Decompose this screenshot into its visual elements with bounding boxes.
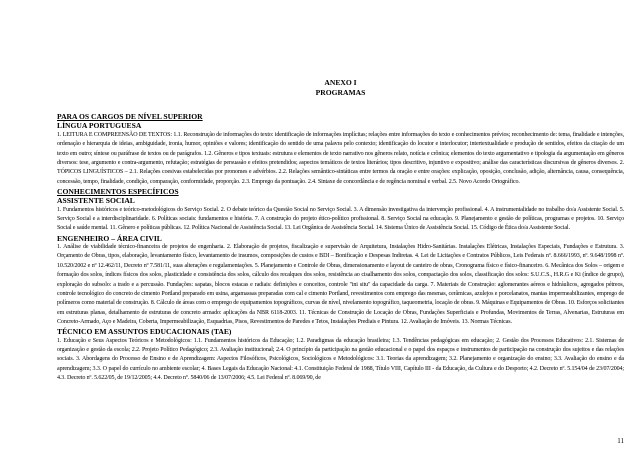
cargos-heading: PARA OS CARGOS DE NÍVEL SUPERIOR xyxy=(57,112,203,121)
annex-header xyxy=(57,78,624,98)
annex-subtitle: PROGRAMAS xyxy=(315,88,366,97)
tae-text: 1. Educação e Seus Aspectos Teóricos e Metodológicos: 1.1. Fundamentos históricos da Educação; 1.2. Paradigmas da educação brasileira; 1.3. Tendências pedagógicas em educação; 2. Gestão dos Processos Educativos: 2.1. Sistemas de organização e gestão da escola; 2.2. Projeto Político Pedagógico; 2.3. Avaliação institucional; 2.4. O princípio da participação na gestão educacional e o papel dos espaços e instrumentos de participação na construção dos sujeitos e das relações sociais. 3. Abordagens do Processo de Ensino e de Aprendizagem: Aspectos Filosóficos, Psicológicos, Sociológicos e Metodológicos: 3.1. Teorias da aprendizagem; 3.2. Planejamento e organização do ensino; 3.3. Avaliação do ensino e da aprendizagem; 3.3. O papel do currículo no ambiente escolar; 4. Bases Legais da Educação Nacional: 4.1. Constituição Federal de 1988, Título VIII, Capítulo III - da Educação, da Cultura e do Desporto; 4.2. Decreto nº. 5.154/04 de 23/07/2004; 4.3. Decreto nº. 5.622/05, de 19/12/2005; 4.4. Decreto nº. 5840/06 de 13/07/2006; 4.5. Lei Federal nº. 8.069/90, de xyxy=(57,337,624,381)
annex-title: ANEXO I xyxy=(324,78,357,87)
lingua-portuguesa-heading: LÍNGUA PORTUGUESA xyxy=(57,121,142,131)
conhecimentos-especificos-heading: CONHECIMENTOS ESPECÍFICOS xyxy=(57,186,179,196)
assistente-social-text: 1. Fundamentos históricos e teórico-metodológicos do Serviço Social. 2. O debate teórico da Questão Social no Serviço Social. 3. A dimensão investigativa da intervenção profissional. 4. A instrumentalidade no trabalho do/a Assistente Social. 5. Serviço Social e a interdisciplinaridade. 6. Políticas sociais: fundamentos e história. 7. A construção do projeto ético-político profissional. 8. Serviço Social na educação. 9. Planejamento e gestão de políticas, programas e projetos. 10. Serviço Social e saúde mental. 11. Gênero e políticas públicas. 12. Política Nacional de Assistência Social. 13. Lei Orgânica de Assistência Social. 14. Sistema Único de Assistência Social. 15. Código de Ética do/a Assistente Social. xyxy=(57,206,624,232)
engenheiro-civil-text: 1. Análise de viabilidade técnico-financeira de projetos de engenharia. 2. Elaboração de projetos, fiscalização e supervisão de Arquitetura, Instalações Hidro-Sanitárias. Instalações Elétricas, Instalações Especiais, Fundações e Estrutura. 3. Orçamento de Obras, tipos, elaboração, levantamento físico, levantamento de insumos, composições de custos e BDI – Bonificação e Despesas Indiretas. 4. Lei de Licitações e Contratos Públicos, Leis Federais nº. 8.666/1993, nº. 9.648/1998 nº. 10.520/2002 e nº 12.462/11, Decreto nº 7.581/11, suas alterações e regulamentações. 5. Planejamento e Controle de Obras, dimensionamento e layout de canteiro de obras, Cronograma físico e físico-financeiro. 6. Mecânica dos Solos – origem e formação dos solos, índices físicos dos solos, plasticidade e consistência dos solos, cálculo dos recalques dos solos, resistência ao cisalhamento dos solos, compactação dos solos, classificação dos solos: S.U.C.S., H.R.G e Ki (índice de grupo), exploração do subsolo: a trado e a percussão. Fundações: sapatas, blocos estacas e radiais: definições e conceitos, controle "ini situ" da capacidade da carga. 7. Materiais de Construção: aglomerantes aéreos e hidráulicos, agregados pétreos, controle tecnológico do concreto de cimento Portland preparado em usina, argamassas preparadas com cal e cimento Portland, revestimentos com emprego das mesmas, cerâmicas, azulejos e porcelanatos, mantas impermeabilizantes, emprego de polímeros como material de construção. 8. Cálculo de áreas com o emprego de equipamentos topográficos, curvas de nível, nivelamento topográfico, taqueometria, locação de obras. 9. Máquinas e Equipamentos de Obras. 10. Esforços solicitantes em estruturas planas, detalhamento de estruturas de concreto armado: aplicações da NBR 6118-2003. 11. Técnicas de Construção de Locação de Obras, Fundações Superficiais e Profundas, Movimentos de Terras, Alvenarias, Estruturas em Concreto-Armado, Aço e Madeira, Coberta, Impermeabilização, Esquadrias, Pisos, Revestimentos de Paredes e Tetos, Instalações Prediais e Pintura. 12. Avaliação de Imóveis. 13. Normas Técnicas. xyxy=(57,244,624,325)
engenheiro-civil-heading: ENGENHEIRO – ÁREA CIVIL xyxy=(57,233,162,243)
tae-heading: TÉCNICO EM ASSUNTOS EDUCACIONAIS (TAE) xyxy=(57,327,232,337)
document-body xyxy=(57,112,624,383)
lingua-portuguesa-text: 1. LEITURA E COMPREENSÃO DE TEXTOS: 1.1. Reconstrução de informações do texto: identificação de informações implícitas; relações entre informações do texto e conhecimentos prévios; reconhecimento de: tema, finalidade e intenções, ordenação e hierarquia de ideias, ambiguidade, ironia, humor, opiniões e valores; identificação do sentido de uma palavra pelo contexto; identificação do locutor e interlocutor; intertextualidade e produção de sentidos, efeitos da citação de um texto em outro; síntese ou paráfrase de textos ou de parágrafos. 1.2. Gêneros e tipos textuais: estrutura e elementos de texto narrativo nos gêneros relato, notícia e crônica; elementos do texto argumentativo e tipologia da argumentação em gêneros diversos: tese, argumento e contra-argumento, refutação; estratégias de persuasão e efeitos pretendidos; aspectos temáticos de textos literários; tipos descritivo, injuntivo e expositivo; análise das características discursivas de gêneros diversos. 2. TÓPICOS LINGUÍSTICOS – 2.1. Relações coesivas estabelecidas por pronomes e advérbios. 2.2. Relações semântico-sintáticas entre termos da oração e entre orações: explicação, oposição, conclusão, adição, alternância, causa, consequência, concessão, tempo, finalidade, condição, comparação, conformidade, proporção. 2.3. Emprego da pontuação. 2.4. Sintaxe de concordância e de regência nominal e verbal. 2.5. Novo Acordo Ortográfico. xyxy=(57,131,624,185)
page-number: 11 xyxy=(617,437,624,445)
assistente-social-heading: ASSISTENTE SOCIAL xyxy=(57,196,135,206)
